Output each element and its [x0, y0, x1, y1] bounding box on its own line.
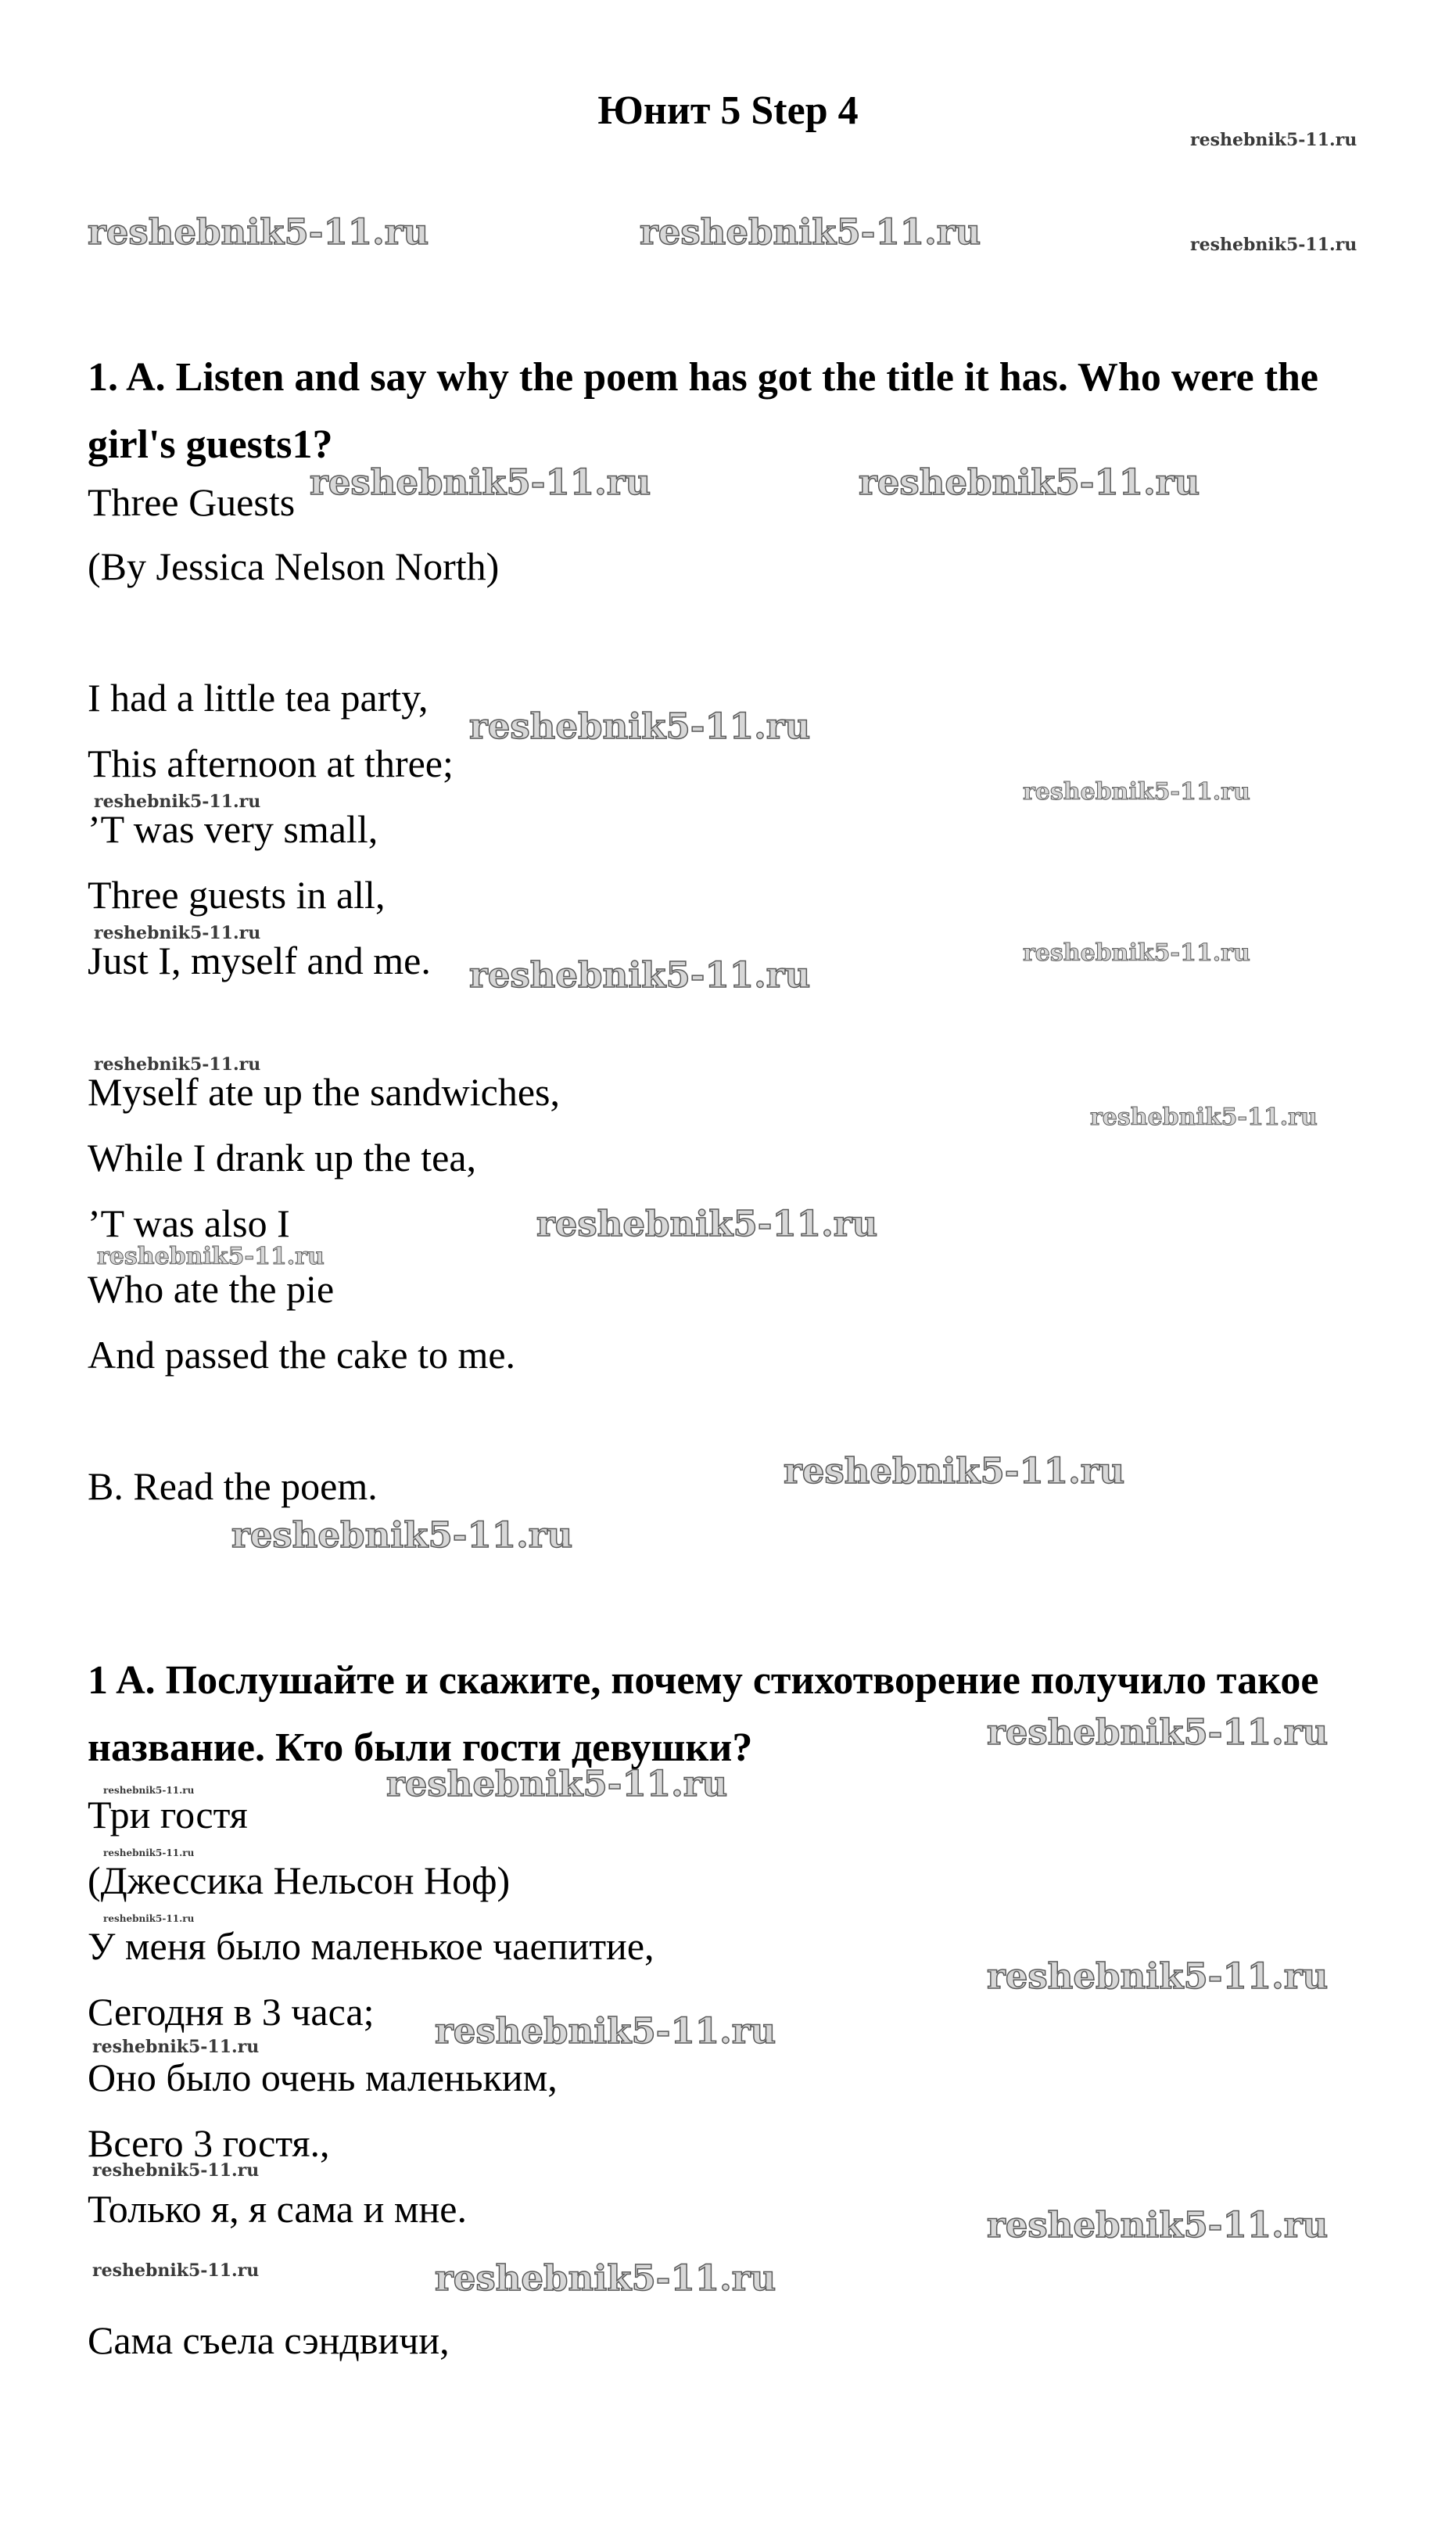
watermark: reshebnik5-11.ru [103, 1847, 195, 1858]
watermark: reshebnik5-11.ru [231, 1514, 573, 1556]
poem-line-ru: Сама съела сэндвичи, [88, 2318, 450, 2362]
poem-line: And passed the cake to me. [88, 1333, 516, 1377]
watermark: reshebnik5-11.ru [640, 211, 981, 253]
poem-line-ru: Только я, я сама и мне. [88, 2187, 467, 2231]
watermark: reshebnik5-11.ru [97, 1243, 325, 1270]
task-heading-en: 1. A. Listen and say why the poem has got the title it has. Who were the girl's guests1? [88, 355, 1319, 467]
watermark: reshebnik5-11.ru [784, 1450, 1125, 1492]
watermark: reshebnik5-11.ru [92, 2260, 260, 2281]
poem-line: ’T was very small, [88, 807, 378, 851]
watermark: reshebnik5-11.ru [859, 461, 1200, 503]
watermark: reshebnik5-11.ru [1190, 235, 1357, 255]
poem-author-en: (By Jessica Nelson North) [88, 544, 500, 588]
poem-line: Just I, myself and me. [88, 939, 431, 982]
poem-line: While I drank up the tea, [88, 1136, 477, 1179]
poem-line: ’T was also I [88, 1201, 290, 1245]
part-b-instruction: B. Read the poem. [88, 1464, 378, 1508]
watermark: reshebnik5-11.ru [310, 461, 651, 503]
watermark: reshebnik5-11.ru [386, 1763, 728, 1804]
watermark: reshebnik5-11.ru [1090, 1104, 1318, 1131]
watermark: reshebnik5-11.ru [103, 1913, 195, 1924]
watermark: reshebnik5-11.ru [536, 1203, 878, 1244]
page-title: Юнит 5 Step 4 [597, 88, 859, 133]
poem-line-ru: У меня было маленькое чаепитие, [88, 1924, 654, 1968]
poem-line: Who ate the pie [88, 1267, 335, 1311]
watermark: reshebnik5-11.ru [1023, 939, 1250, 967]
watermark: reshebnik5-11.ru [88, 211, 429, 253]
poem-line: This afternoon at three; [88, 741, 454, 785]
watermark: reshebnik5-11.ru [92, 2160, 260, 2181]
task-heading-ru: 1 A. Послушайте и скажите, почему стихотворение получило такое название. Кто были гости девушки? [88, 1658, 1319, 1770]
watermark: reshebnik5-11.ru [469, 954, 811, 996]
watermark: reshebnik5-11.ru [103, 1785, 195, 1796]
watermark: reshebnik5-11.ru [92, 2037, 260, 2057]
watermark: reshebnik5-11.ru [94, 792, 261, 812]
watermark: reshebnik5-11.ru [987, 2204, 1329, 2246]
watermark: reshebnik5-11.ru [1023, 778, 1250, 806]
watermark: reshebnik5-11.ru [987, 1711, 1329, 1753]
watermark: reshebnik5-11.ru [94, 923, 261, 943]
poem-line: Myself ate up the sandwiches, [88, 1070, 561, 1114]
watermark: reshebnik5-11.ru [987, 1955, 1329, 1997]
watermark: reshebnik5-11.ru [435, 2010, 776, 2052]
poem-line-ru: Всего 3 гостя., [88, 2121, 330, 2165]
poem-title-en: Three Guests [88, 480, 296, 524]
poem-line: I had a little tea party, [88, 676, 429, 720]
watermark: reshebnik5-11.ru [469, 706, 811, 747]
poem-title-ru: Три гостя [88, 1793, 248, 1836]
poem-line: Three guests in all, [88, 873, 386, 917]
poem-author-ru: (Джессика Нельсон Ноф) [88, 1858, 511, 1902]
poem-line-ru: Сегодня в 3 часа; [88, 1990, 375, 2034]
poem-line-ru: Оно было очень маленьким, [88, 2056, 558, 2099]
watermark: reshebnik5-11.ru [435, 2257, 776, 2299]
watermark: reshebnik5-11.ru [1190, 130, 1357, 150]
watermark: reshebnik5-11.ru [94, 1054, 261, 1075]
